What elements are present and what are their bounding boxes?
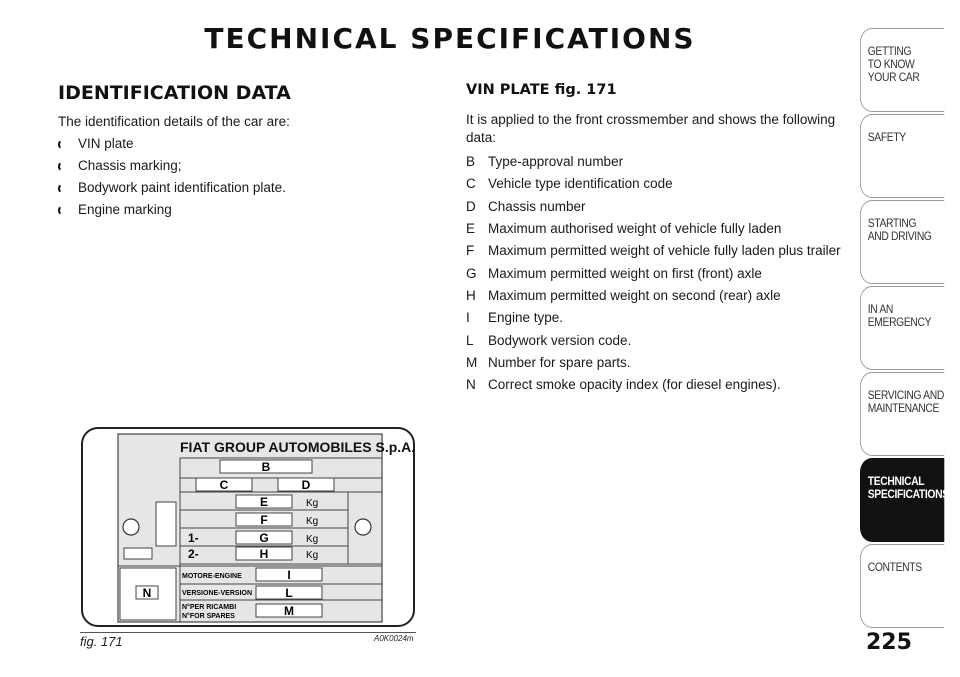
- list-item: Bodywork paint identification plate.: [58, 177, 286, 199]
- list-item: Chassis marking;: [58, 155, 286, 177]
- plate-field-e: E: [259, 495, 269, 509]
- list-item: B Type-approval number: [466, 154, 624, 170]
- bullet-icon: [58, 205, 69, 216]
- list-item: N Correct smoke opacity index (for diesel engines).: [466, 377, 781, 393]
- plate-spares-label-2: N°FOR SPARES: [182, 613, 235, 620]
- plate-field-c: C: [219, 478, 229, 492]
- list-item: D Chassis number: [466, 198, 586, 214]
- page-title: TECHNICAL SPECIFICATIONS: [204, 22, 696, 55]
- list-item: F Maximum permitted weight of vehicle fully laden plus trailer: [466, 243, 841, 259]
- plate-field-i: I: [287, 568, 291, 582]
- plate-field-l: L: [285, 586, 293, 600]
- svg-text:2-: 2-: [188, 547, 199, 561]
- figure-code: A0K0024m: [374, 634, 414, 643]
- plate-version-label: VERSIONE-VERSION: [182, 590, 253, 597]
- plate-spares-label-1: N°PER RICAMBI: [182, 604, 237, 611]
- list-item: I Engine type.: [466, 310, 564, 326]
- plate-engine-label: MOTORE-ENGINE: [182, 573, 242, 580]
- bullet-icon: [58, 183, 69, 194]
- section-title-vin-plate: VIN PLATE fig. 171: [466, 82, 617, 98]
- plate-field-h: H: [259, 547, 269, 561]
- list-item: L Bodywork version code.: [466, 332, 632, 348]
- section-title-identification: IDENTIFICATION DATA: [58, 82, 291, 104]
- list-item: Engine marking: [58, 199, 286, 221]
- list-item: G Maximum permitted weight on first (front) axle: [466, 265, 762, 281]
- tab-safety[interactable]: SAFETY: [860, 114, 944, 198]
- plate-field-b: B: [261, 460, 271, 474]
- identification-list: [58, 133, 286, 221]
- vin-plate-intro: It is applied to the front crossmember and shows the following data:: [466, 112, 836, 145]
- svg-text:Kg: Kg: [306, 534, 319, 545]
- tab-technical-specifications[interactable]: TECHNICAL SPECIFICATIONS: [860, 458, 944, 542]
- identification-intro: The identification details of the car are:: [58, 114, 290, 129]
- rivet-right-icon: [355, 519, 371, 535]
- plate-brand: FIAT GROUP AUTOMOBILES S.p.A.: [180, 439, 416, 455]
- list-item: E Maximum authorised weight of vehicle fully laden: [466, 221, 782, 237]
- tab-contents[interactable]: CONTENTS: [860, 544, 944, 628]
- tab-getting-to-know-your-car[interactable]: GETTING TO KNOW YOUR CAR: [860, 28, 944, 112]
- figure-caption: fig. 171: [80, 634, 123, 649]
- svg-text:Kg: Kg: [306, 498, 319, 509]
- list-item: C Vehicle type identification code: [466, 176, 673, 192]
- list-item: M Number for spare parts.: [466, 354, 631, 370]
- bullet-icon: [58, 161, 69, 172]
- svg-text:1-: 1-: [188, 531, 199, 545]
- bullet-icon: [58, 139, 69, 150]
- rivet-left-icon: [123, 519, 139, 535]
- plate-field-n: N: [142, 586, 152, 600]
- tab-servicing-and-maintenance[interactable]: SERVICING AND MAINTENANCE: [860, 372, 944, 456]
- vin-plate-figure: [80, 426, 416, 630]
- tab-in-an-emergency[interactable]: IN AN EMERGENCY: [860, 286, 944, 370]
- tab-starting-and-driving[interactable]: STARTING AND DRIVING: [860, 200, 944, 284]
- list-item: VIN plate: [58, 133, 286, 155]
- list-item: H Maximum permitted weight on second (rear) axle: [466, 287, 781, 303]
- svg-text:Kg: Kg: [306, 516, 319, 527]
- figure-divider: [80, 632, 416, 633]
- plate-field-d: D: [301, 478, 311, 492]
- plate-field-f: F: [260, 513, 268, 527]
- svg-text:Kg: Kg: [306, 550, 319, 561]
- plate-field-m: M: [284, 604, 294, 618]
- vin-plate-list: [466, 151, 841, 396]
- plate-field-g: G: [259, 531, 269, 545]
- page-number: 225: [866, 630, 912, 655]
